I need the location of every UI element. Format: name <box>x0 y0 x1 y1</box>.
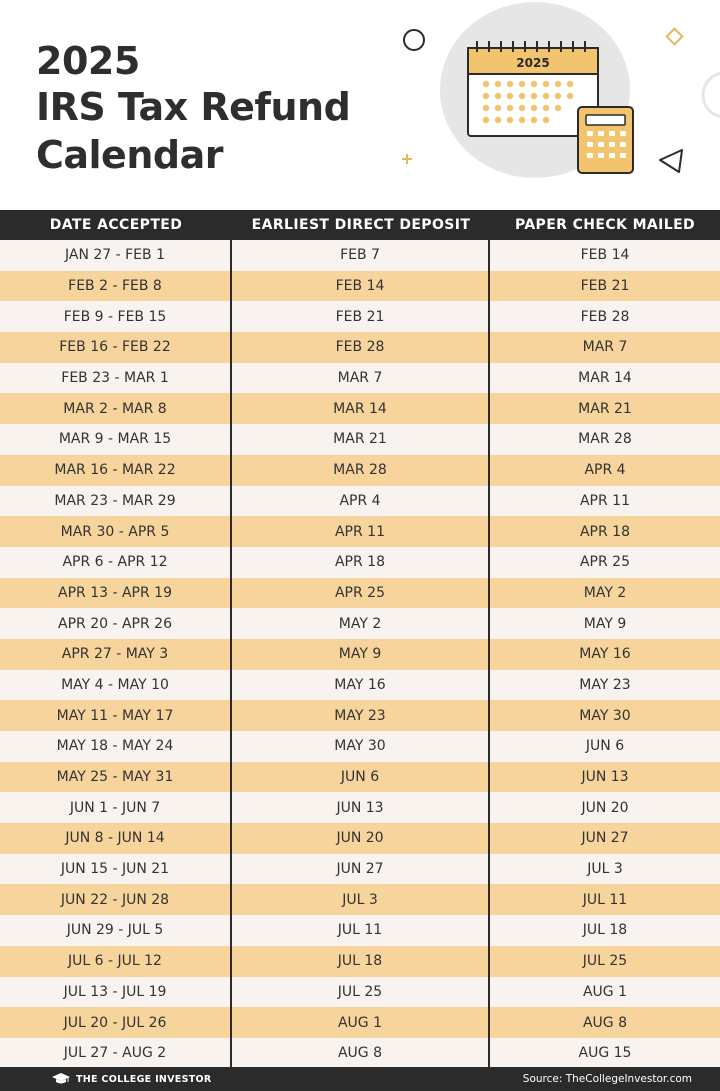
cell-date-accepted: FEB 9 - FEB 15 <box>0 301 232 332</box>
cell-date-accepted: JUL 13 - JUL 19 <box>0 977 232 1008</box>
table-row <box>0 424 720 455</box>
table-row <box>0 792 720 823</box>
table-row <box>0 608 720 639</box>
cell-date-accepted: JAN 27 - FEB 1 <box>0 240 232 271</box>
cell-paper-check: MAY 2 <box>583 584 627 601</box>
cell-paper-check: FEB 14 <box>580 247 630 264</box>
table-row <box>0 639 720 670</box>
cell-paper-check: MAR 28 <box>578 431 632 448</box>
diamond-outline-icon <box>667 29 683 45</box>
cell-paper-check: JUN 20 <box>581 799 629 816</box>
column-header-direct-deposit: EARLIEST DIRECT DEPOSIT <box>251 217 471 233</box>
cell-date-accepted: MAY 4 - MAY 10 <box>0 670 232 701</box>
table-row <box>0 393 720 424</box>
cell-date-accepted: MAR 2 - MAR 8 <box>0 393 232 424</box>
cell-direct-deposit: MAY 2 <box>232 608 490 639</box>
table-row <box>0 363 720 394</box>
cell-direct-deposit: JUN 6 <box>232 762 490 793</box>
cell-date-accepted: APR 6 - APR 12 <box>0 547 232 578</box>
table-row <box>0 547 720 578</box>
cell-date-accepted: APR 27 - MAY 3 <box>0 639 232 670</box>
table-row <box>0 915 720 946</box>
cell-date-accepted: FEB 23 - MAR 1 <box>0 363 232 394</box>
cell-direct-deposit: FEB 14 <box>232 271 490 302</box>
cell-direct-deposit: FEB 21 <box>232 301 490 332</box>
brand-name: THE COLLEGE INVESTOR <box>76 1073 212 1085</box>
cell-direct-deposit: APR 11 <box>232 516 490 547</box>
table-row <box>0 854 720 885</box>
table-row <box>0 977 720 1008</box>
table-row <box>0 578 720 609</box>
table-body <box>0 240 720 1069</box>
page-title-sub: Calendar <box>36 133 223 177</box>
calculator-icon <box>578 107 633 173</box>
cell-direct-deposit: JUN 20 <box>232 823 490 854</box>
cell-date-accepted: MAY 18 - MAY 24 <box>0 731 232 762</box>
cell-direct-deposit: MAR 21 <box>232 424 490 455</box>
table-row <box>0 301 720 332</box>
column-header-paper-check: PAPER CHECK MAILED <box>514 217 696 233</box>
cell-paper-check: APR 18 <box>579 523 630 540</box>
cell-paper-check: AUG 8 <box>582 1014 628 1031</box>
source-text: Source: TheCollegeInvestor.com <box>522 1073 692 1085</box>
cell-paper-check: APR 4 <box>584 462 626 479</box>
cell-direct-deposit: AUG 1 <box>232 1007 490 1038</box>
cell-paper-check: MAR 7 <box>582 339 628 356</box>
table-row <box>0 271 720 302</box>
table-row <box>0 1007 720 1038</box>
cell-paper-check: MAY 23 <box>579 676 631 693</box>
plus-icon <box>402 154 412 164</box>
table-row <box>0 240 720 271</box>
page-title: IRS Tax Refund <box>36 85 351 129</box>
cell-date-accepted: MAR 16 - MAR 22 <box>0 455 232 486</box>
cell-date-accepted: APR 20 - APR 26 <box>0 608 232 639</box>
cell-paper-check: JUL 25 <box>582 953 628 970</box>
cell-paper-check: MAY 9 <box>583 615 627 632</box>
circle-outline-icon <box>404 30 424 50</box>
cell-date-accepted: JUN 1 - JUN 7 <box>0 792 232 823</box>
cell-paper-check: JUN 27 <box>581 830 629 847</box>
cell-paper-check: MAR 21 <box>578 400 632 417</box>
cell-date-accepted: JUL 27 - AUG 2 <box>0 1038 232 1069</box>
table-row <box>0 670 720 701</box>
cell-direct-deposit: MAY 23 <box>232 700 490 731</box>
cell-paper-check: JUN 13 <box>581 769 629 786</box>
cell-direct-deposit: APR 4 <box>232 486 490 517</box>
cell-paper-check: MAR 14 <box>578 370 632 387</box>
cell-paper-check: FEB 28 <box>580 308 630 325</box>
cell-paper-check: JUL 11 <box>582 891 628 908</box>
cell-date-accepted: JUN 8 - JUN 14 <box>0 823 232 854</box>
cell-date-accepted: APR 13 - APR 19 <box>0 578 232 609</box>
cell-direct-deposit: AUG 8 <box>232 1038 490 1069</box>
cell-date-accepted: JUN 15 - JUN 21 <box>0 854 232 885</box>
cell-date-accepted: JUL 20 - JUL 26 <box>0 1007 232 1038</box>
cell-paper-check: MAY 16 <box>579 646 631 663</box>
cell-direct-deposit: MAR 28 <box>232 455 490 486</box>
cell-direct-deposit: JUL 11 <box>232 915 490 946</box>
cell-direct-deposit: MAY 16 <box>232 670 490 701</box>
brand <box>52 1073 212 1085</box>
cell-date-accepted: MAR 30 - APR 5 <box>0 516 232 547</box>
cell-paper-check: APR 11 <box>579 492 630 509</box>
cell-paper-check: JUL 18 <box>582 922 628 939</box>
cell-paper-check: MAY 30 <box>579 707 631 724</box>
page-title-year: 2025 <box>36 39 140 83</box>
table-row <box>0 455 720 486</box>
table-header <box>0 210 720 240</box>
graduation-cap-icon <box>52 1073 70 1085</box>
cell-direct-deposit: APR 25 <box>232 578 490 609</box>
cell-date-accepted: JUL 6 - JUL 12 <box>0 946 232 977</box>
cell-direct-deposit: JUL 25 <box>232 977 490 1008</box>
cell-direct-deposit: JUL 3 <box>232 884 490 915</box>
cell-direct-deposit: MAR 14 <box>232 393 490 424</box>
table-row <box>0 884 720 915</box>
cell-paper-check: FEB 21 <box>580 278 630 295</box>
cell-direct-deposit: MAY 9 <box>232 639 490 670</box>
cell-paper-check: JUN 6 <box>585 738 625 755</box>
cell-date-accepted: JUN 22 - JUN 28 <box>0 884 232 915</box>
table-row <box>0 762 720 793</box>
column-header-date-accepted: DATE ACCEPTED <box>49 217 183 233</box>
table-row <box>0 1038 720 1069</box>
cell-date-accepted: MAY 11 - MAY 17 <box>0 700 232 731</box>
table-row <box>0 946 720 977</box>
cell-direct-deposit: APR 18 <box>232 547 490 578</box>
refund-calendar-table <box>0 210 720 1069</box>
cell-direct-deposit: MAR 7 <box>232 363 490 394</box>
header <box>0 0 720 210</box>
table-row <box>0 332 720 363</box>
cell-paper-check: AUG 1 <box>582 983 628 1000</box>
cell-direct-deposit: MAY 30 <box>232 731 490 762</box>
footer <box>0 1067 720 1091</box>
table-row <box>0 486 720 517</box>
cell-date-accepted: FEB 2 - FEB 8 <box>0 271 232 302</box>
table-row <box>0 700 720 731</box>
table-row <box>0 823 720 854</box>
cell-direct-deposit: JUN 27 <box>232 854 490 885</box>
cell-paper-check: JUL 3 <box>587 861 623 878</box>
hero-illustration <box>390 0 720 210</box>
cell-direct-deposit: FEB 7 <box>232 240 490 271</box>
cell-direct-deposit: FEB 28 <box>232 332 490 363</box>
cell-direct-deposit: JUL 18 <box>232 946 490 977</box>
cell-date-accepted: MAR 9 - MAR 15 <box>0 424 232 455</box>
calendar-year: 2025 <box>516 56 550 70</box>
cell-date-accepted: MAR 23 - MAR 29 <box>0 486 232 517</box>
cell-direct-deposit: JUN 13 <box>232 792 490 823</box>
triangle-outline-icon <box>660 150 682 172</box>
table-row <box>0 731 720 762</box>
cell-date-accepted: MAY 25 - MAY 31 <box>0 762 232 793</box>
cell-date-accepted: FEB 16 - FEB 22 <box>0 332 232 363</box>
table-row <box>0 516 720 547</box>
cell-paper-check: AUG 15 <box>578 1045 632 1062</box>
cell-date-accepted: JUN 29 - JUL 5 <box>0 915 232 946</box>
cell-paper-check: APR 25 <box>579 554 630 571</box>
